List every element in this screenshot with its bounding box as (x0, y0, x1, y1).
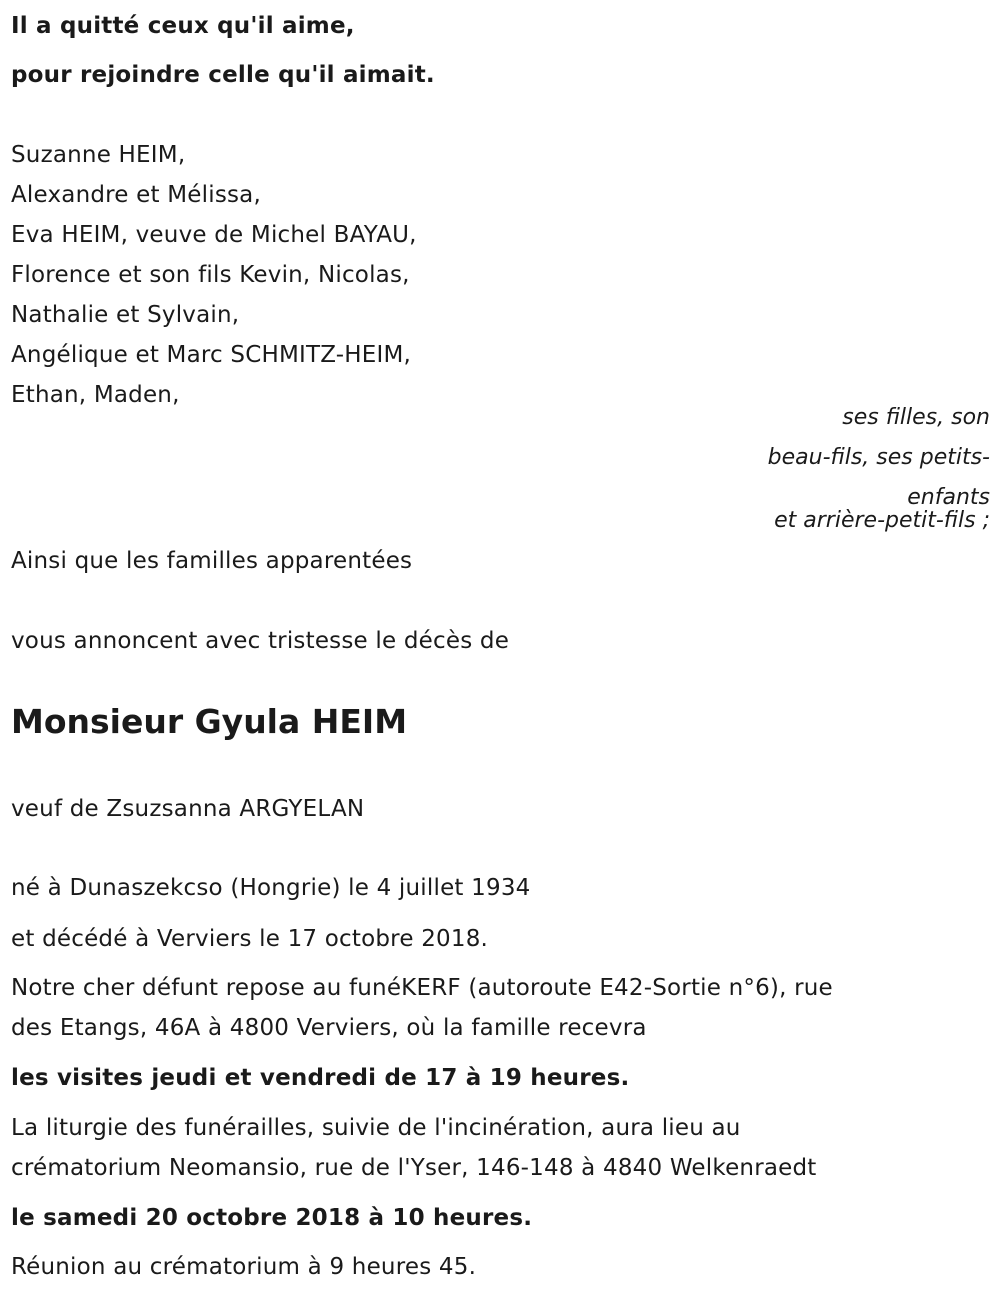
family-member: Suzanne HEIM, (11, 142, 186, 168)
repose-line-2: des Etangs, 46A à 4800 Verviers, où la famille recevra (11, 1015, 647, 1041)
intro-line-2: pour rejoindre celle qu'il aimait. (11, 62, 435, 88)
deceased-name: Monsieur Gyula HEIM (11, 702, 408, 741)
family-member: Nathalie et Sylvain, (11, 302, 240, 328)
family-member: Angélique et Marc SCHMITZ-HEIM, (11, 342, 412, 368)
relation-line: ses filles, son (842, 405, 990, 430)
death-line: et décédé à Verviers le 17 octobre 2018. (11, 926, 489, 952)
family-member: Eva HEIM, veuve de Michel BAYAU, (11, 222, 417, 248)
relation-line: enfants (907, 485, 990, 510)
ceremony-date: le samedi 20 octobre 2018 à 10 heures. (11, 1205, 533, 1231)
birth-line: né à Dunaszekcso (Hongrie) le 4 juillet 1934 (11, 875, 531, 901)
visits-line: les visites jeudi et vendredi de 17 à 19 heures. (11, 1065, 630, 1091)
announce-line: vous annoncent avec tristesse le décès de (11, 628, 510, 654)
relation-line: beau-fils, ses petits- (767, 445, 990, 470)
repose-line-1: Notre cher défunt repose au funéKERF (autoroute E42-Sortie n°6), rue (11, 975, 833, 1001)
families-line: Ainsi que les familles apparentées (11, 548, 413, 574)
family-member: Ethan, Maden, (11, 382, 180, 408)
intro-line-1: Il a quitté ceux qu'il aime, (11, 13, 355, 39)
liturgy-line-2: crématorium Neomansio, rue de l'Yser, 146-148 à 4840 Welkenraedt (11, 1155, 817, 1181)
family-member: Florence et son fils Kevin, Nicolas, (11, 262, 410, 288)
family-member: Alexandre et Mélissa, (11, 182, 261, 208)
meeting-line: Réunion au crématorium à 9 heures 45. (11, 1254, 477, 1280)
widower-line: veuf de Zsuzsanna ARGYELAN (11, 796, 365, 822)
relation-line: et arrière-petit-fils ; (774, 508, 990, 533)
liturgy-line-1: La liturgie des funérailles, suivie de l'incinération, aura lieu au (11, 1115, 741, 1141)
